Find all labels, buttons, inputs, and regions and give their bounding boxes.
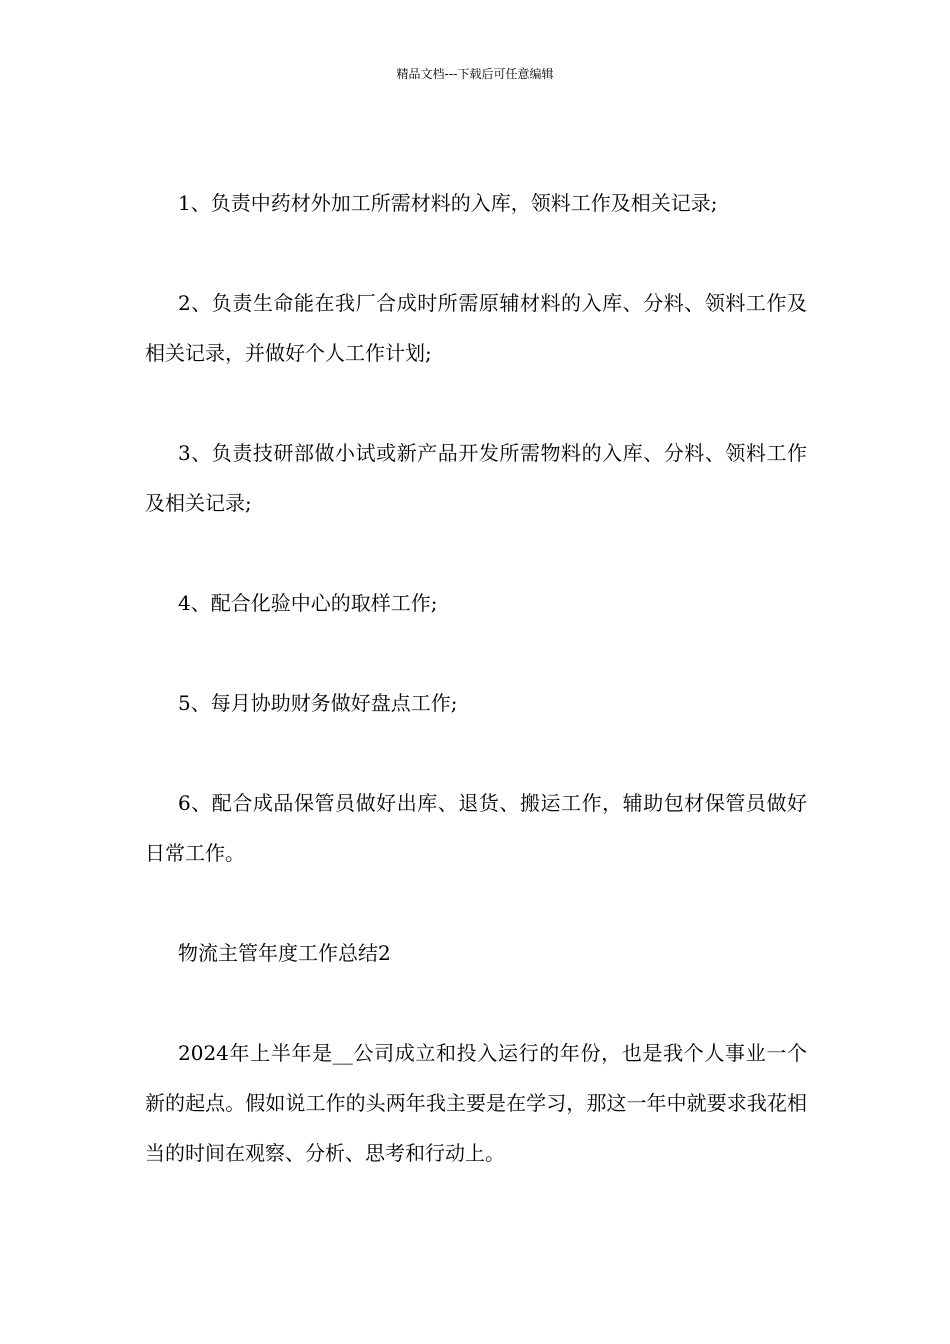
list-item-2: 2、负责生命能在我厂合成时所需原辅材料的入库、分料、领料工作及相关记录，并做好个人工作计划; [145, 291, 807, 365]
list-item-6: 6、配合成品保管员做好出库、退货、搬运工作，辅助包材保管员做好日常工作。 [145, 791, 807, 865]
section-title: 物流主管年度工作总结2 [178, 941, 391, 965]
document-body [145, 178, 807, 1178]
list-item-3: 3、负责技研部做小试或新产品开发所需物料的入库、分料、领料工作及相关记录; [145, 441, 807, 515]
list-item-1: 1、负责中药材外加工所需材料的入库，领料工作及相关记录; [178, 191, 718, 215]
list-item-5: 5、每月协助财务做好盘点工作; [178, 691, 458, 715]
body-paragraph: 2024年上半年是__公司成立和投入运行的年份，也是我个人事业一个新的起点。假如说工作的头两年我主要是在学习，那这一年中就要求我花相当的时间在观察、分析、思考和行动上。 [145, 1041, 807, 1165]
list-item-4: 4、配合化验中心的取样工作; [178, 591, 438, 615]
page-header: 精品文档---下载后可任意编辑 [396, 67, 554, 81]
